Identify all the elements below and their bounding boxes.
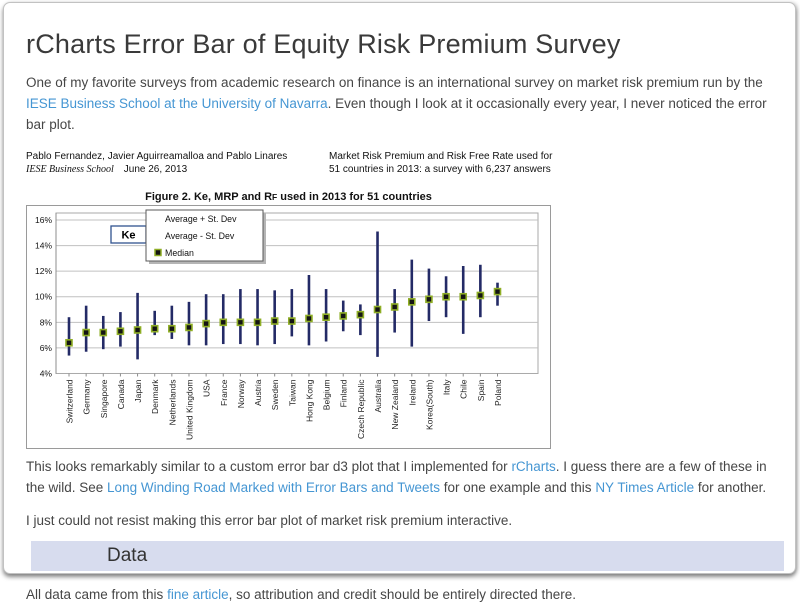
attribution-paragraph	[26, 584, 779, 605]
svg-text:Median: Median	[165, 248, 194, 258]
svg-text:Italy: Italy	[441, 379, 452, 396]
figure-authors: Pablo Fernandez, Javier Aguirreamalloa and Pablo Linares	[26, 151, 288, 162]
iese-business-school-link[interactable]: IESE Business School at the University of Navarra	[26, 96, 328, 111]
svg-text:Sweden: Sweden	[270, 379, 281, 411]
svg-text:United Kingdom: United Kingdom	[184, 379, 195, 440]
intro-text-before: One of my favorite surveys from academic research on finance is an international survey on market risk premium run by the	[26, 75, 763, 90]
svg-text:16%: 16%	[34, 215, 52, 225]
intro-paragraph	[26, 72, 779, 135]
survey-figure	[26, 151, 781, 449]
svg-text:4%: 4%	[39, 368, 52, 379]
svg-text:Netherlands: Netherlands	[167, 379, 178, 426]
attribution-text-after: , so attribution and credit should be entirely directed there.	[228, 587, 577, 602]
svg-text:Norway: Norway	[235, 379, 246, 409]
figure-date: June 26, 2013	[123, 163, 188, 175]
chart-area	[26, 205, 551, 449]
svg-text:14%: 14%	[34, 240, 52, 251]
svg-text:10%: 10%	[34, 291, 52, 302]
svg-text:Average - St. Dev: Average - St. Dev	[165, 231, 235, 241]
svg-text:Singapore: Singapore	[98, 379, 109, 419]
svg-text:Poland: Poland	[493, 379, 503, 406]
figure-affiliation: IESE Business School	[26, 163, 114, 175]
section-header-data	[31, 541, 784, 571]
figure-desc-line1: Market Risk Premium and Risk Free Rate used for	[329, 151, 553, 162]
svg-text:Switzerland: Switzerland	[64, 379, 75, 424]
rcharts-link[interactable]: rCharts	[511, 459, 556, 474]
remark-text-3: for one example and this	[439, 480, 596, 495]
svg-text:Canada: Canada	[115, 379, 126, 410]
svg-text:8%: 8%	[39, 317, 52, 328]
svg-text:Finland: Finland	[338, 379, 349, 408]
attribution-text-before: All data came from this	[26, 587, 168, 602]
article-content	[4, 29, 795, 605]
long-winding-road-link[interactable]: Long Winding Road Marked with Error Bars and Tweets	[107, 480, 440, 495]
remark-text-4: for another.	[694, 480, 767, 495]
svg-text:Belgium: Belgium	[321, 379, 332, 411]
svg-text:Czech Republic: Czech Republic	[355, 379, 366, 440]
svg-text:Ke: Ke	[121, 229, 136, 242]
svg-text:Austria: Austria	[253, 379, 264, 406]
ke-error-bar-chart	[27, 206, 550, 448]
svg-text:New Zealand: New Zealand	[390, 379, 401, 430]
data-heading-label: Data	[107, 545, 148, 566]
svg-text:Australia: Australia	[373, 379, 384, 413]
figure-desc-line2: 51 countries in 2013: a survey with 6,237 answers	[329, 163, 551, 175]
figure-attribution-right	[329, 151, 552, 176]
svg-text:Spain: Spain	[475, 379, 486, 402]
svg-text:France: France	[218, 379, 229, 406]
remark-text-1: This looks remarkably similar to a custom error bar d3 plot that I implemented for	[26, 459, 512, 474]
interactive-note: I just could not resist making this error bar plot of market risk premium interactive.	[26, 513, 513, 528]
svg-text:Average + St. Dev: Average + St. Dev	[165, 214, 237, 224]
svg-text:Japan: Japan	[133, 379, 144, 403]
figure-caption: Figure 2. Ke, MRP and RF used in 2013 for 51 countries	[145, 191, 432, 203]
remark-text-2: . I guess there are a few of these in the wild. See	[26, 459, 767, 495]
svg-text:Korea(South): Korea(South)	[424, 379, 435, 431]
fine-article-link[interactable]: fine article	[167, 587, 229, 602]
intro-text-after: . Even though I look at it occasionally every year, I never noticed the error bar plot.	[26, 96, 767, 132]
figure-attribution	[26, 151, 781, 176]
svg-text:Taiwan: Taiwan	[287, 379, 298, 406]
svg-text:Germany: Germany	[81, 379, 92, 415]
remark-paragraph	[26, 456, 779, 498]
svg-text:12%: 12%	[34, 266, 52, 277]
svg-text:6%: 6%	[39, 342, 52, 353]
svg-text:Chile: Chile	[458, 379, 469, 399]
svg-text:Denmark: Denmark	[150, 379, 161, 414]
svg-text:Hong Kong: Hong Kong	[304, 379, 315, 423]
ny-times-article-link[interactable]: NY Times Article	[595, 480, 695, 495]
svg-text:Ireland: Ireland	[407, 379, 418, 406]
page-frame	[3, 2, 796, 602]
page-title: rCharts Error Bar of Equity Risk Premium Survey	[26, 29, 621, 59]
figure-attribution-left	[26, 151, 329, 176]
svg-text:USA: USA	[201, 379, 212, 397]
